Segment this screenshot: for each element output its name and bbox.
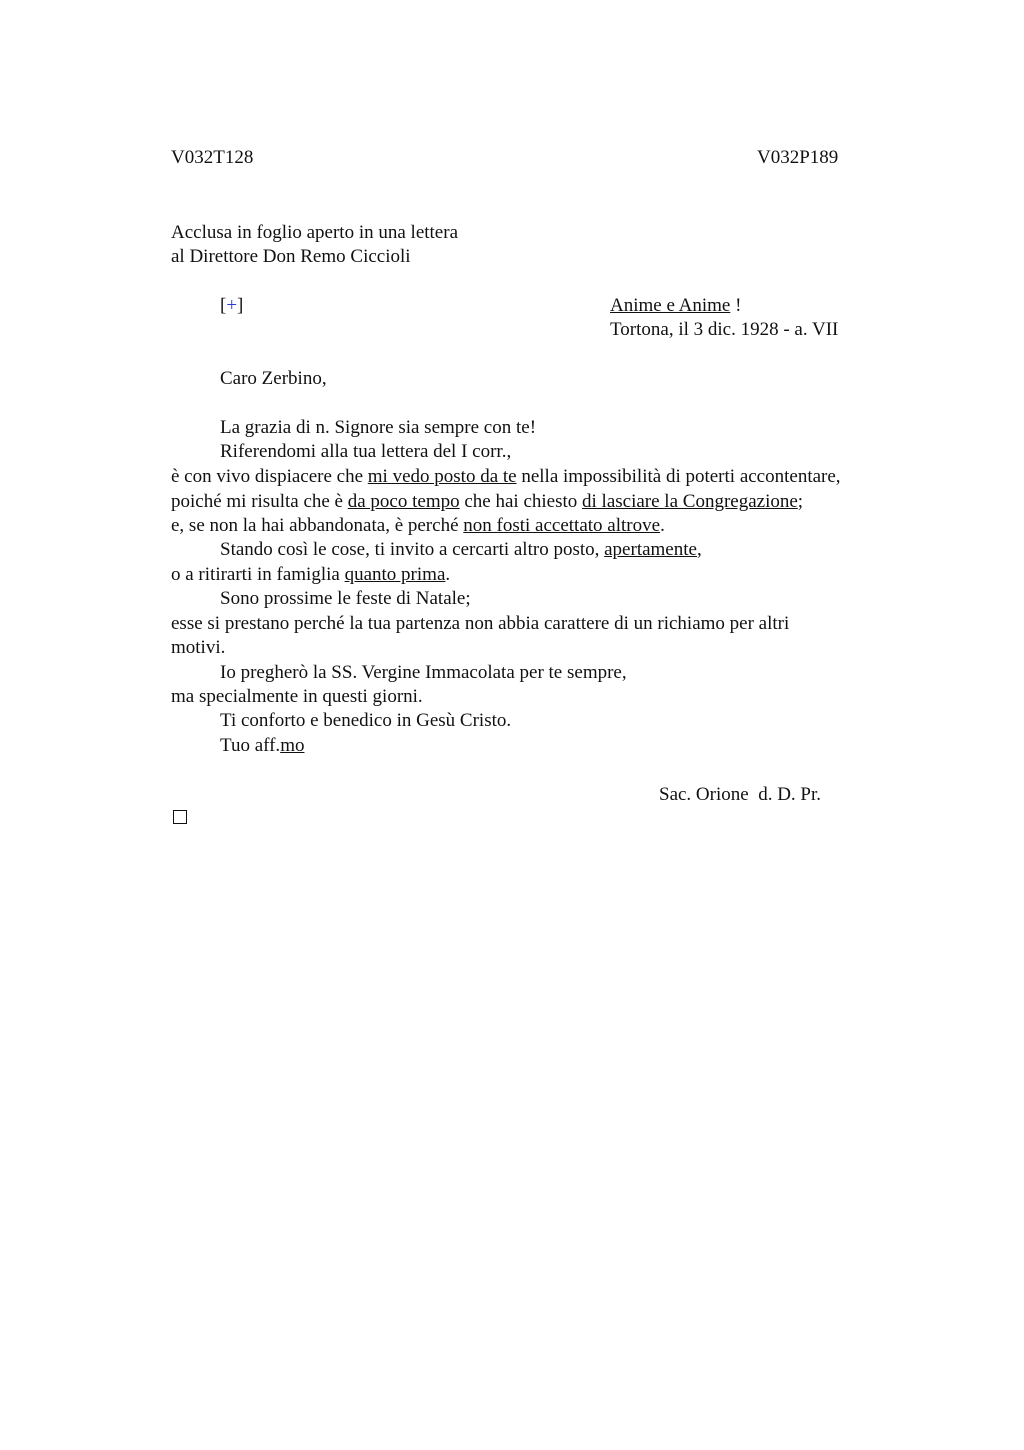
body-line: o a ritirarti in famiglia quanto prima. xyxy=(171,564,451,585)
dateline: Tortona, il 3 dic. 1928 - a. VII xyxy=(610,319,839,340)
body-line: poiché mi risulta che è da poco tempo che hai chiesto di lasciare la Congregazione; xyxy=(171,491,804,512)
enclosure-note-line-1: Acclusa in foglio aperto in una lettera xyxy=(171,222,459,243)
body-line: ma specialmente in questi giorni. xyxy=(171,686,423,707)
body-line: motivi. xyxy=(171,637,226,658)
document-code-left: V032T128 xyxy=(171,147,254,168)
body-line: Ti conforto e benedico in Gesù Cristo. xyxy=(220,710,512,731)
body-line: Riferendomi alla tua lettera del I corr., xyxy=(220,441,512,462)
body-line: La grazia di n. Signore sia sempre con te! xyxy=(220,417,537,438)
closing: Tuo aff.mo xyxy=(220,735,305,756)
motto: Anime e Anime ! xyxy=(610,295,742,316)
signature: Sac. Orione d. D. Pr. xyxy=(659,784,822,805)
cross-mark: [+] xyxy=(220,295,244,316)
body-line: Stando così le cose, ti invito a cercarti altro posto, apertamente, xyxy=(220,539,702,560)
body-line: Io pregherò la SS. Vergine Immacolata per te sempre, xyxy=(220,662,627,683)
cross-icon: + xyxy=(226,295,238,316)
body-line: e, se non la hai abbandonata, è perché non fosti accettato altrove. xyxy=(171,515,665,536)
document-code-right: V032P189 xyxy=(757,147,839,168)
body-line: esse si prestano perché la tua partenza non abbia carattere di un richiamo per altri xyxy=(171,613,790,634)
body-line: Sono prossime le feste di Natale; xyxy=(220,588,471,609)
salutation: Caro Zerbino, xyxy=(220,368,327,389)
motto-text: Anime e Anime xyxy=(610,295,731,316)
end-square-icon xyxy=(173,810,187,824)
body-line: è con vivo dispiacere che mi vedo posto da te nella impossibilità di poterti accontentare, xyxy=(171,466,841,487)
enclosure-note-line-2: al Direttore Don Remo Ciccioli xyxy=(171,246,411,267)
